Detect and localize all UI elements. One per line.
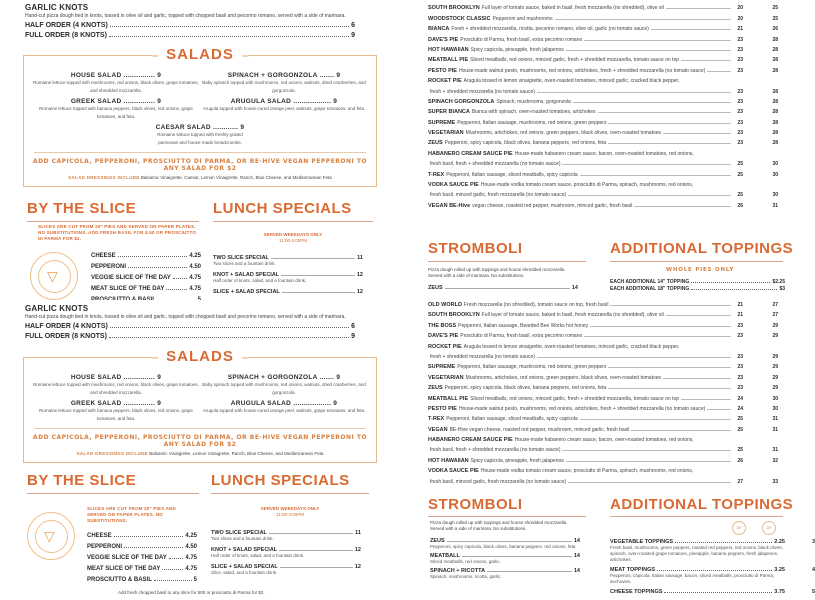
divider [428, 261, 586, 262]
divider [610, 261, 783, 262]
menu-row: ZEUS 14 [430, 538, 580, 544]
pie-row: MEATBALL PIE Sliced meatballs, red onions, minced garlic, fresh + shredded mozzarella, tomato sauce on top 23 28 [428, 57, 778, 64]
additional-toppings-heading: ADDITIONAL TOPPINGS [610, 496, 794, 513]
menu-row: SPINACH + RICOTTA 14 [430, 568, 580, 574]
salad-item: HOUSE SALAD ............... 9 Romaine lettuce topped with mushrooms, red onions, black olives, grape tomatoes, and shredded mozzarella. [33, 72, 199, 93]
menu-panel-top-left [0, 0, 400, 300]
pie-row: WOODSTOCK CLASSIC Pepperoni and mushrooms 20 25 [428, 15, 778, 22]
garlic-knots-section [25, 3, 355, 42]
salads-heading: SALADS [158, 348, 242, 365]
menu-row: EACH ADDITIONAL 18" TOPPING $3 [610, 286, 785, 292]
by-the-slice-heading: BY THE SLICE [27, 200, 137, 217]
divider [428, 516, 586, 517]
pie-row: SUPER BIANCA Bianca with spinach, oven-roasted tomatoes, artichokes 23 28 [428, 109, 778, 116]
salad-item: GREEK SALAD ............... 9 Romaine lettuce topped with banana peppers, black olives, red onions, grape tomatoes, and feta. [39, 98, 193, 119]
menu-row: PEPPERONI 4.50 [87, 544, 197, 550]
menu-row: TWO SLICE SPECIAL 11 Two slices and a fountain drink. [213, 255, 363, 266]
pie-row: VEGETARIAN Mushrooms, artichokes, red onions, green peppers, black olives, oven-roasted tomatoes 23 28 [428, 130, 778, 137]
pie-row: HABANERO CREAM SAUCE PIE House-made habanero cream sauce, bacon, oven-roasted tomatoes, red onions, [428, 150, 694, 157]
salad-item: CAESAR SALAD ............ 9 Romaine lettuce topped with freshly-grated parmesan and house-made breadcrumbs. [155, 124, 245, 145]
garlic-knots-section [25, 304, 355, 343]
menu-panel-top-right [400, 0, 800, 230]
salads-box [23, 348, 377, 463]
menu-row: KNOT + SALAD SPECIAL 12 Half order of knots, salad, and a fountain drink. [213, 272, 363, 283]
stromboli-heading: STROMBOLI [428, 240, 523, 257]
divider [34, 428, 366, 429]
slice-list [91, 252, 201, 307]
salad-item: SPINACH + GORGONZOLA ....... 9 Baby spinach topped with mushrooms, red onions, walnuts, dried cranberries, and gorgonzola. [202, 72, 366, 93]
stromboli-section: Pizza dough rolled up with toppings and house shredded mozzarella. Served with a side of marinara. No substitutions. ZEUS 14 Pepperoni, spicy capicola, black olives, banana peppers, red onions, feta. MEATBALL 14 Sliced meatballs, red onions, garlic. SPINACH + RICOTTA 14 Spinach, mushrooms, ricotta, garlic. [430, 520, 580, 579]
divider [211, 493, 369, 494]
salad-addon-note: ADD CAPICOLA, PEPPERONI, PROSCIUTTO DI PARMA, OR BE-HIVE VEGAN PEPPERONI TO ANY SALAD FOR $2 [32, 434, 368, 448]
menu-row: EACH ADDITIONAL 14" TOPPING $2.25 [610, 279, 785, 285]
garlic-knots-desc: Hand-cut pizza dough tied in knots, tossed in olive oil and garlic, topped with chopped basil and pecorino romano, served with a side of marinara. [25, 13, 346, 19]
pie-row: ZEUS Pepperoni, spicy capicola, black olives, banana peppers, red onions, feta 23 28 [428, 140, 778, 147]
menu-row: TWO SLICE SPECIAL 11 Two slices and a fountain drink. [211, 530, 361, 541]
garlic-knots-desc: Hand-cut pizza dough tied in knots, tossed in olive oil and garlic, topped with chopped basil and pecorino romano, served with a side of marinara. [25, 314, 346, 320]
pie-row: ROCKET PIE Arugula tossed in lemon vinaigrette, oven-roasted tomatoes, minced garlic, cracked black pepper, [428, 343, 680, 350]
size-18-badge: 18" [762, 521, 776, 535]
pie-table [428, 0, 778, 213]
pie-row: THE BOSS Pepperoni, Italian sausage, Bearded Bee Works hot honey 23 29 [428, 322, 778, 329]
menu-row: KNOT + SALAD SPECIAL 12 Half order of knots, salad, and a fountain drink. [211, 547, 361, 558]
pie-row: PESTO PIE House-made walnut pesto, mushrooms, red onions, artichokes, fresh + shredded mozzarella (no tomato sauce) 24 30 [428, 405, 778, 412]
stromboli-section: Pizza dough rolled up with toppings and house shredded mozzarella. Served with a side of marinara. No substitutions. ZEUS 14 [428, 267, 578, 291]
pie-row: VODKA SAUCE PIE House-made vodka tomato cream sauce, prosciutto di Parma, spinach, mushrooms, red onions, [428, 182, 694, 189]
pie-row: MEATBALL PIE Sliced meatballs, red onions, minced garlic, fresh + shredded mozzarella, tomato sauce on top 24 30 [428, 395, 778, 402]
slice-note: SLICES ARE CUT FROM 20" PIES AND SERVED ON PAPER PLATES. NO SUBSTITUTIONS. ADD FRESH BASIL FOR $.50 OR PROSCIUTTO DI PARMA FOR $2. [38, 224, 197, 241]
divider [27, 493, 199, 494]
menu-panel-bottom-left [0, 300, 400, 600]
pie-row: HABANERO CREAM SAUCE PIE House-made habanero cream sauce, bacon, oven-roasted tomatoes, red onions, [428, 437, 694, 444]
pie-row: fresh basil, fresh + shredded mozzarella (no tomato sauce) 25 31 [430, 447, 778, 454]
salad-dressings: SALAD DRESSINGS INCLUDE Balsamic Vinaigrette, Caesar, Lemon Vinaigrette, Ranch, Blue Cheese, and Mediterranean Feta [68, 175, 332, 180]
pie-row: ZEUS Pepperoni, spicy capicola, black olives, banana peppers, red onions, feta 23 29 [428, 385, 778, 392]
pie-row: fresh basil, minced garlic, fresh mozzarella (no tomato sauce) 25 30 [430, 192, 778, 199]
menu-row: HALF ORDER (4 KNOTS) 6 [25, 323, 355, 330]
lunch-list [213, 254, 363, 295]
menu-row: VEGGIE SLICE OF THE DAY 4.75 [87, 555, 197, 561]
menu-row: PROSCIUTTO & BASIL 5 [87, 577, 197, 583]
salads-box [23, 46, 377, 187]
pie-row: fresh basil, fresh + shredded mozzarella (no tomato sauce) 25 30 [430, 161, 778, 168]
pie-table [428, 302, 778, 489]
menu-row: FULL ORDER (8 KNOTS) 9 [25, 333, 355, 340]
pie-row: ROCKET PIE Arugula tossed in lemon vinaigrette, oven-roasted tomatoes, minced garlic, cracked black pepper, [428, 78, 680, 85]
lunch-served-note: SERVED WEEKDAYS ONLY 11:00-4:00PM [260, 506, 320, 517]
by-the-slice-heading: BY THE SLICE [27, 472, 137, 489]
pie-row: fresh + shredded mozzarella (no tomato sauce) 23 29 [430, 353, 778, 360]
menu-panel-bottom-right [400, 230, 815, 600]
pie-row: VEGAN BE-Hive vegan cheese, roasted red pepper, mushroom, minced garlic, fresh basil 25 31 [428, 426, 778, 433]
pie-row: HOT HAWAIIAN Spicy capicola, pineapple, fresh jalapenos 23 28 [428, 46, 778, 53]
salad-item: ARUGULA SALAD .................. 9 Arugula topped with house-cured orange peel, walnuts, grape tomatoes, and feta. [202, 98, 366, 111]
pie-row: SPINACH GORGONZOLA Spinach, mushrooms, gorgonzola 23 28 [428, 98, 778, 105]
divider [610, 516, 783, 517]
lunch-list [211, 529, 361, 580]
pie-row: VEGAN BE-Hive vegan cheese, roasted red pepper, mushroom, minced garlic, fresh basil 26 31 [428, 202, 778, 209]
slice-footnote: Add fresh chopped basil to any slice for 50¢ or prosciutto di Parma for $2. [118, 590, 265, 595]
pie-row: VEGETARIAN Mushrooms, artichokes, red onions, green peppers, black olives, oven-roasted tomatoes 23 29 [428, 374, 778, 381]
menu-row: VEGETABLE TOPPINGS 2.25 3 [610, 539, 815, 545]
salad-item: HOUSE SALAD ............... 9 Romaine lettuce topped with mushrooms, red onions, black olives, grape tomatoes, and shredded mozzarella. [33, 374, 199, 395]
pizza-slice-badge-icon: ▽ [27, 512, 75, 560]
menu-row: SLICE + SALAD SPECIAL 12 Slice, salad, and a fountain drink. [211, 564, 361, 575]
menu-row: MEAT SLICE OF THE DAY 4.75 [91, 286, 201, 292]
whole-pies-note: WHOLE PIES ONLY [666, 267, 735, 273]
toppings-list [610, 278, 785, 292]
slice-list [87, 532, 197, 587]
pie-row: SOUTH BROOKLYN Full layer of tomato sauce, baked in basil, fresh mozzarella (no shredded), olive oil 21 27 [428, 312, 778, 319]
divider [34, 152, 366, 153]
menu-row: MEAT TOPPINGS 3.25 4 [610, 567, 815, 573]
pie-row: DAVE'S PIE Prosciutto di Parma, fresh basil, extra pecorino romano 23 29 [428, 333, 778, 340]
additional-toppings-heading: ADDITIONAL TOPPINGS [610, 240, 794, 257]
menu-row: MEAT SLICE OF THE DAY 4.75 [87, 566, 197, 572]
pie-row: PESTO PIE House-made walnut pesto, mushrooms, red onions, artichokes, fresh + shredded mozzarella (no tomato sauce) 23 28 [428, 67, 778, 74]
pie-row: SUPREME Pepperoni, Italian sausage, mushrooms, red onions, green peppers 23 28 [428, 119, 778, 126]
menu-row: FULL ORDER (8 KNOTS) 9 [25, 32, 355, 39]
garlic-knots-title: GARLIC KNOTS [25, 3, 89, 12]
pie-row: DAVE'S PIE Prosciutto di Parma, fresh basil, extra pecorino romano 23 28 [428, 36, 778, 43]
menu-row: CHEESE 4.25 [91, 253, 201, 259]
pie-row: SUPREME Pepperoni, Italian sausage, mushrooms, red onions, green peppers 23 29 [428, 364, 778, 371]
salad-item: GREEK SALAD ............... 9 Romaine lettuce topped with banana peppers, black olives, red onions, grape tomatoes, and feta. [39, 400, 193, 421]
divider [213, 221, 373, 222]
menu-row: MEATBALL 14 [430, 553, 580, 559]
menu-row: CHEESE TOPPINGS 3.75 5 [610, 589, 815, 595]
pie-row: fresh + shredded mozzarella (no tomato sauce) 23 28 [430, 88, 778, 95]
size-14-badge: 14" [732, 521, 746, 535]
pie-row: fresh basil, minced garlic, fresh mozzarella (no tomato sauce) 27 33 [430, 478, 778, 485]
salad-addon-note: ADD CAPICOLA, PEPPERONI, PROSCIUTTO DI PARMA, OR BE-HIVE VEGAN PEPPERONI TO ANY SALAD FOR $2 [32, 158, 368, 172]
toppings-list: VEGETABLE TOPPINGS 2.25 3 Fresh basil, mushrooms, green peppers, roasted red peppers, red onions, black olives, spinach, oven-roasted grape tomatoes, pineapple, banana peppers, fresh jalapenos, artichokes. MEAT TOPPINGS 3.25 4 Pepperoni, capicola, Italian sausage, bacon, sliced meatballs, prosciutto di Parma, anchovies. CHEESE TOPPINGS 3.75 5 [610, 539, 815, 595]
salad-dressings: SALAD DRESSINGS INCLUDE Balsamic Vinaigrette, Lemon Vinaigrette, Ranch, Blue Cheese, and Mediterranean Feta [76, 451, 324, 456]
pie-row: BIANCA Fresh + shredded mozzarella, ricotta, pecorino romano, olive oil, garlic (no tomato sauce) 21 26 [428, 26, 778, 33]
lunch-specials-heading: LUNCH SPECIALS [211, 472, 350, 489]
pie-row: T-REX Pepperoni, Italian sausage, sliced meatballs, spicy capicola 25 30 [428, 171, 778, 178]
lunch-specials-heading: LUNCH SPECIALS [213, 200, 352, 217]
salad-item: ARUGULA SALAD .................. 9 Arugula topped with house-cured orange peel, walnuts, grape tomatoes, and feta. [202, 400, 366, 413]
pie-row: OLD WORLD Fresh mozzarella (no shredded), tomato sauce on top, fresh basil 21 27 [428, 302, 778, 308]
lunch-served-note: SERVED WEEKDAYS ONLY 11:00-4:00PM [263, 232, 323, 243]
pizza-slice-badge-icon: ▽ [30, 252, 78, 300]
menu-row: PEPPERONI 4.50 [91, 264, 201, 270]
divider [27, 221, 199, 222]
pie-row: T-REX Pepperoni, Italian sausage, sliced meatballs, spicy capicola 25 31 [428, 416, 778, 423]
salads-heading: SALADS [158, 46, 242, 63]
menu-row: CHEESE 4.25 [87, 533, 197, 539]
menu-row: HALF ORDER (4 KNOTS) 6 [25, 22, 355, 29]
menu-row: ZEUS 14 [428, 285, 578, 291]
pie-row: HOT HAWAIIAN Spicy capicola, pineapple, fresh jalapenos 26 32 [428, 457, 778, 464]
stromboli-heading: STROMBOLI [428, 496, 523, 513]
garlic-knots-title: GARLIC KNOTS [25, 304, 89, 313]
pie-row: VODKA SAUCE PIE House-made vodka tomato cream sauce, prosciutto di Parma, spinach, mushrooms, red onions, [428, 468, 694, 475]
menu-row: VEGGIE SLICE OF THE DAY 4.75 [91, 275, 201, 281]
menu-row: SLICE + SALAD SPECIAL 12 [213, 289, 363, 295]
salad-item: SPINACH + GORGONZOLA ....... 9 Baby spinach topped with mushrooms, red onions, walnuts, dried cranberries, and gorgonzola. [202, 374, 366, 395]
slice-note: SLICES ARE CUT FROM 20" PIES AND SERVED ON PAPER PLATES. NO SUBSTITUTIONS. [87, 506, 176, 523]
pie-row: SOUTH BROOKLYN Full layer of tomato sauce, baked in basil, fresh mozzarella (no shredded), olive oil 20 25 [428, 5, 778, 12]
